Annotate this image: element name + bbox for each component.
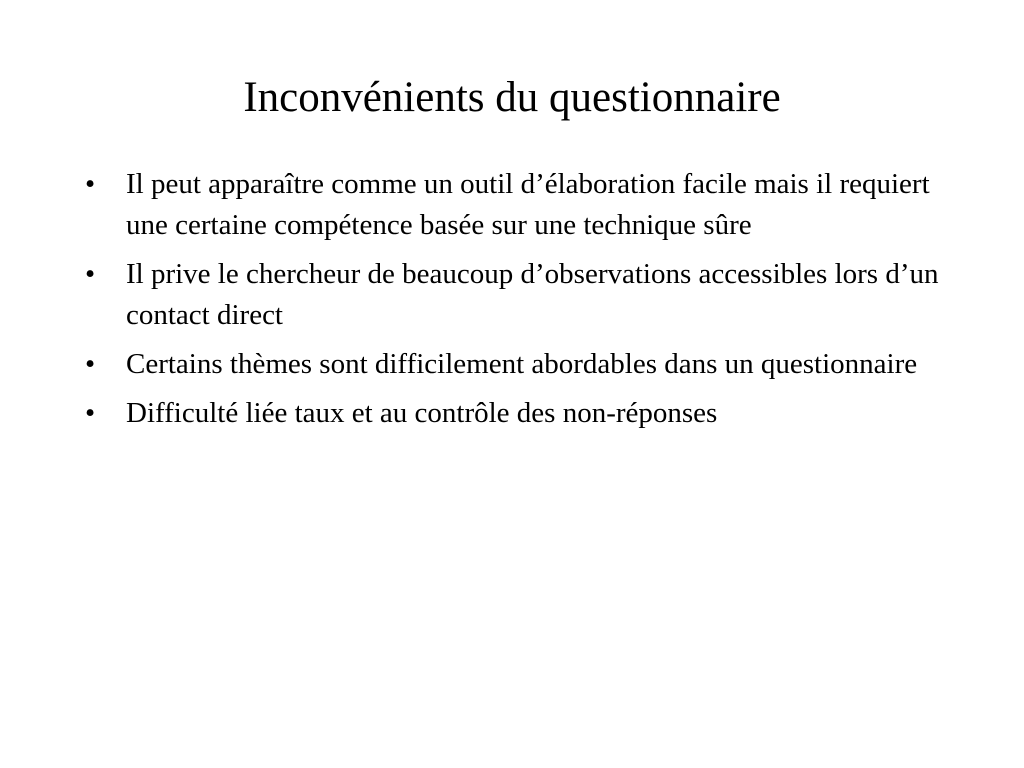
bullet-text: Difficulté liée taux et au contrôle des non-réponses [126,397,718,429]
bullet-item [85,393,955,434]
bullet-marker-icon: • [85,348,96,380]
bullet-marker-icon: • [85,168,96,200]
slide-title: Inconvénients du questionnaire [243,74,781,121]
bullet-item [85,254,955,336]
bullet-item [85,164,955,246]
bullet-text: Il peut apparaître comme un outil d’élaboration facile mais il requiert une certaine compétence basée sur une technique sûre [126,168,930,241]
bullet-text: Certains thèmes sont difficilement abordables dans un questionnaire [126,348,918,380]
bullet-item [85,344,955,385]
bullet-marker-icon: • [85,258,96,290]
bullet-list [85,164,955,442]
bullet-marker-icon: • [85,397,96,429]
bullet-text: Il prive le chercheur de beaucoup d’observations accessibles lors d’un contact direct [126,258,939,331]
